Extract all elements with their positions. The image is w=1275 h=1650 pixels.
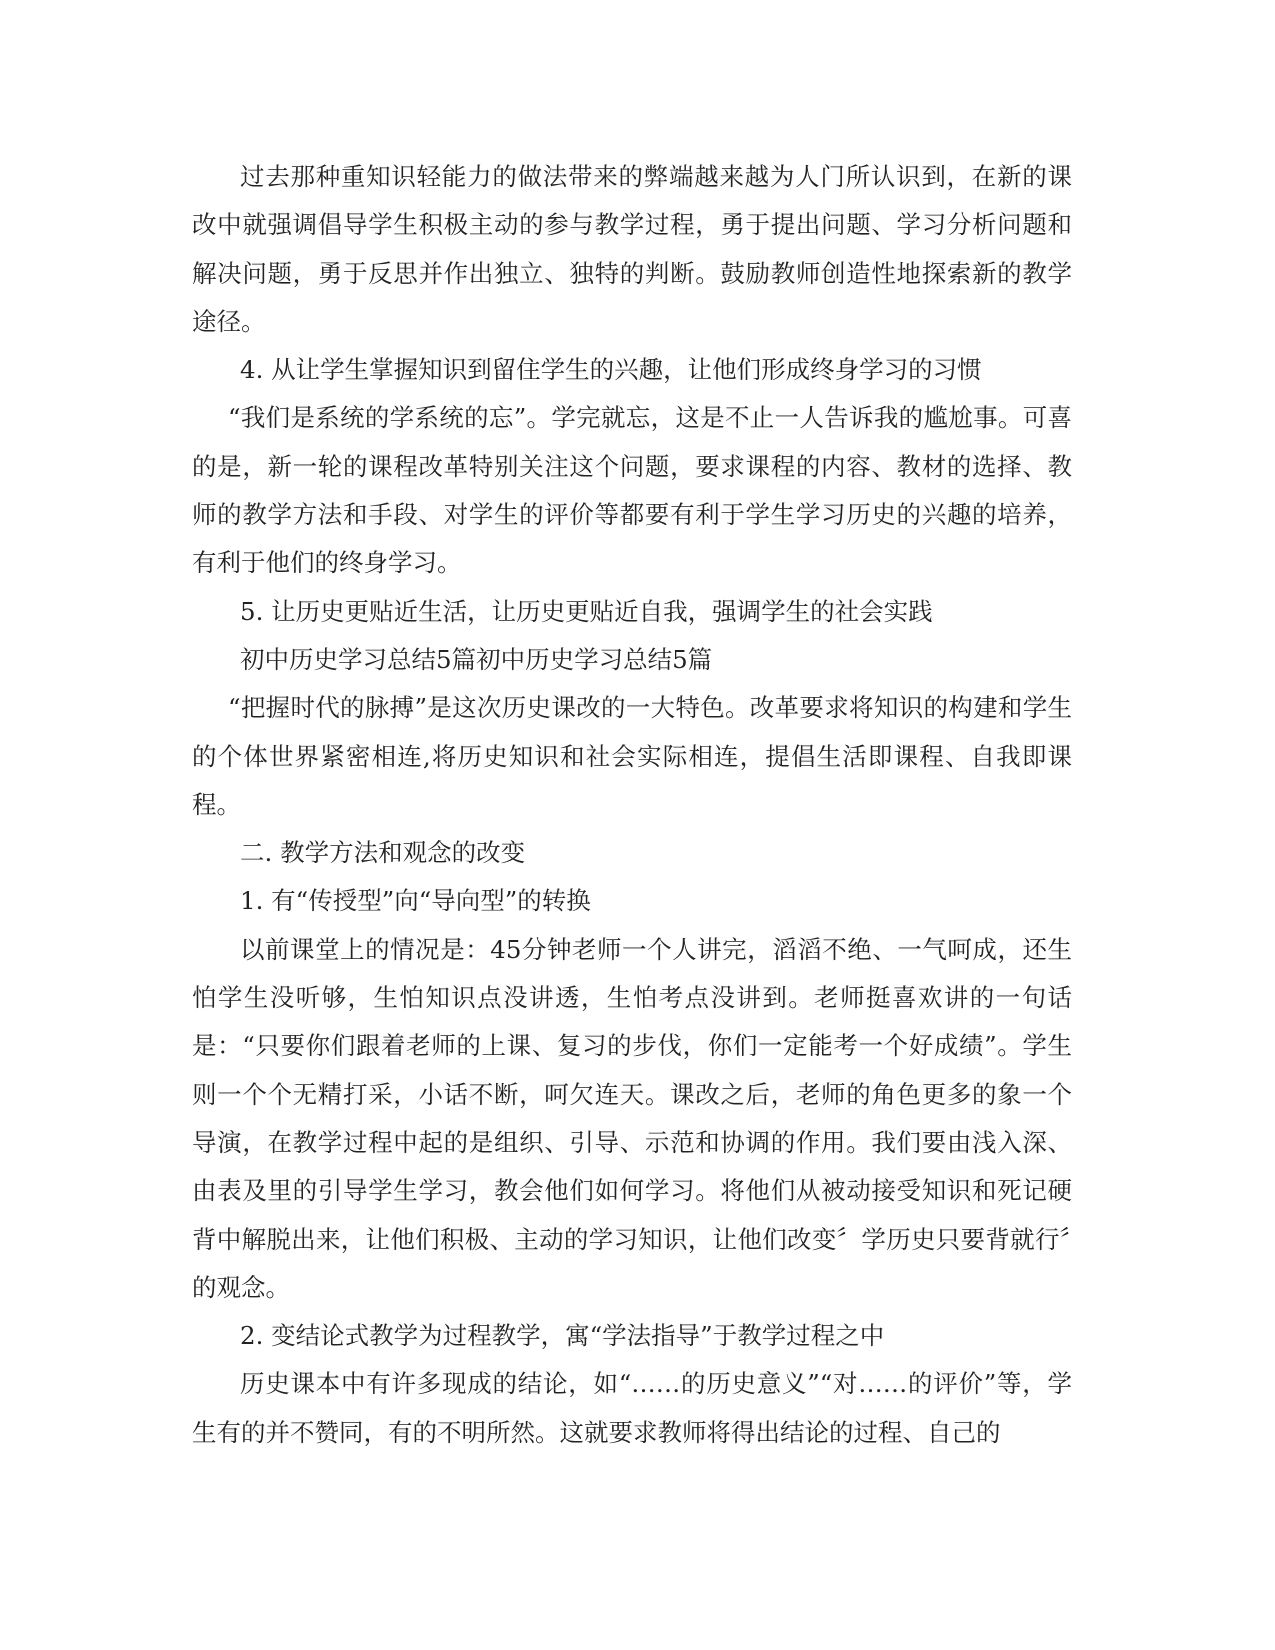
paragraph-point-5: “把握时代的脉搏”是这次历史课改的一大特色。改革要求将知识的构建和学生的个体世界紧密相连,将历史知识和社会实际相连，提倡生活即课程、自我即课程。: [192, 693, 1072, 819]
subheading-2-1: 1. 有“传授型”向“导向型”的转换: [240, 886, 591, 916]
paragraph-2-2: 历史课本中有许多现成的结论，如“……的历史意义”“对……的评价”等，学生有的并不赞同，有的不明所然。这就要求教师将得出结论的过程、自己的: [192, 1369, 1072, 1447]
paragraph-point-4: “我们是系统的学系统的忘”。学完就忘，这是不止一人告诉我的尴尬事。可喜的是，新一轮的课程改革特别关注这个问题，要求课程的内容、教材的选择、教师的教学方法和手段、对学生的评价等都要有利于学生学习历史的兴趣的培养，有利于他们的终身学习。: [192, 403, 1072, 578]
paragraph-2-1: 以前课堂上的情况是：45分钟老师一个人讲完，滔滔不绝、一气呵成，还生怕学生没听够，生怕知识点没讲透，生怕考点没讲到。老师挺喜欢讲的一句话是：“只要你们跟着老师的上课、复习的步伐，你们一定能考一个好成绩”。学生则一个个无精打采，小话不断，呵欠连天。课改之后，老师的角色更多的象一个导演，在教学过程中起的是组织、引导、示范和协调的作用。我们要由浅入深、由表及里的引导学生学习，教会他们如何学习。将他们从被动接受知识和死记硬背中解脱出来，让他们积极、主动的学习知识，让他们改变〞学历史只要背就行〞的观念。: [192, 934, 1072, 1302]
repeated-title-line: 初中历史学习总结5篇初中历史学习总结5篇: [240, 644, 713, 674]
paragraph-intro: 过去那种重知识轻能力的做法带来的弊端越来越为人门所认识到，在新的课改中就强调倡导学生积极主动的参与教学过程，勇于提出问题、学习分析问题和解决问题，勇于反思并作出独立、独特的判断。鼓励教师创造性地探索新的教学途径。: [192, 162, 1072, 336]
heading-point-4: 4. 从让学生掌握知识到留住学生的兴趣，让他们形成终身学习的习惯: [240, 355, 982, 385]
section-heading-2: 二. 教学方法和观念的改变: [240, 838, 526, 868]
heading-point-5: 5. 让历史更贴近生活，让历史更贴近自我，强调学生的社会实践: [240, 596, 933, 626]
subheading-2-2: 2. 变结论式教学为过程教学，寓“学法指导”于教学过程之中: [240, 1321, 885, 1351]
document-body: [192, 153, 1072, 1457]
